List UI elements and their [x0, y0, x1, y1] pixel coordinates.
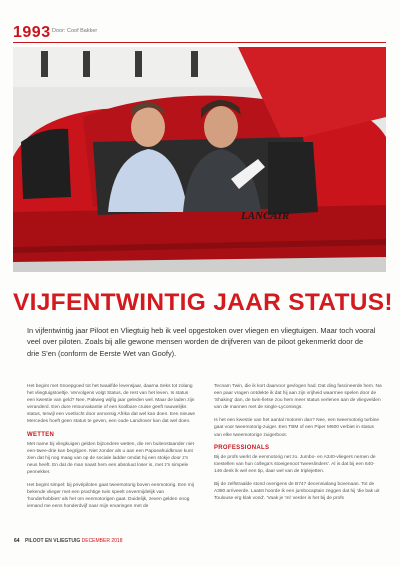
body-paragraph: Het begint simpel: bij privépiloten gaat tweemotorig boven eenmotorig. Een mij bekende vlieger met een prachtige twin speelt onvermijdelijk van 'honderhobbies' als het om eenmotorigen gaat. Duidelijk, zeven gelden onog iemand me eens honderdvijf naar mijn ervaringen met de — [27, 483, 194, 510]
magazine-name — [25, 538, 123, 544]
aircraft-logo: LANCAIR — [241, 210, 290, 222]
article-intro: In vijfentwintig jaar Piloot en Vliegtuig heb ik veel opgestoken over vliegen en vliegtuigen. Maar toch vooral veel over piloten. Zoals bij alle gewone mensen worden de drijfveren van de piloot gekenmerkt door de drie S'en (conform de Eerste Wet van Goofy). — [27, 326, 376, 358]
page-footer — [14, 538, 122, 544]
header-rule — [13, 42, 386, 43]
body-paragraph: Het begint met Snoepgoed tot het twaalfde levensjaar, daarna Seks tot zolang het vliegtuigstoeltje. Vervolgens volgt Status, de rest van het leven. Is status een kwestie van geld? Nee, Pakweg wijfig jaar geleden wel. Maar de laden zijn veranderd. Een dure retourvakantie of een koolbare cruise geeft nauwelijks status, terwijl een voetlocht door annonsig Afrika dat wel kan doen. Een nieuwe Mercedes hoeft geen status te geven, een oude Landrover kan dat wel doen. — [27, 384, 195, 425]
body-paragraph: Met name bij vliegkuigen gelden bijzondere wetten, die ren buitenstaander niet een-twee-drie kan begrijpen. Niet zonder als u aan een Papoeahuidkman kunt zien dat hij nog maag van op de sociale ladder omdat hij een stokje door z'n neus heeft. En dat de man naast hem een absoluut loser is, met z'n simpele pennekker. — [27, 441, 194, 476]
header-year: 1993 — [13, 24, 51, 41]
article-photo — [13, 47, 386, 272]
magazine-title: PILOOT EN VLIEGTUIG — [24, 538, 81, 544]
body-paragraph: Bij de profs werkt de eenmotorig net zo. Jumbo- en A340-vliegers nemen de toestellen van hun collega's stoeigenoot 'tweeslinders'. Al is dat bij een 640-146 denk ik wel een tip, daar wel van de triplejetten. — [214, 454, 376, 474]
body-column-right — [214, 383, 382, 508]
page-number: 64 — [14, 538, 20, 544]
body-paragraph: Bij de zelfstraalde stond overigens de B747 decennialang bovenaan. Tot de A380 arriveerde. Laatst hoorde ik een jumbocaptain zeggen dat hij 'die bak uit Toulouse erg klak vond'. 'Vaak je 'mi' verder is het bij de profs — [214, 482, 380, 502]
article-headline: VIJFENTWINTIG JAAR STATUS! — [13, 289, 393, 316]
body-column-left — [27, 383, 195, 517]
subheading-professionals: PROFESSIONALS — [214, 444, 270, 451]
issue-date: DECEMBER 2018 — [81, 538, 123, 544]
subheading-wetten: WETTEN — [27, 431, 55, 438]
body-paragraph: Tecnam Twin, die ik kort daarvoor gevlogen had. Dat ding fascineerde hem. Na een paar vragen ontdekte ik dat hij aan zijn vrijheid waarmee spelen door de 'Shaking' dan, de twin-fietse zou hem meer status verlenen aan de vliegvelden van de mannen met de single-Lycomings. — [214, 384, 382, 411]
header-author: Door: Coof Bakker — [52, 28, 98, 34]
body-paragraph: Is het een kwestie van het aantal motoren dan? Nee, een tweemotorig turbine gaat voor tweemotorig-zuiger. Een TBM of een Piper M600 verbiet in status van elke tweemotorige zuigerboot. — [214, 418, 380, 438]
